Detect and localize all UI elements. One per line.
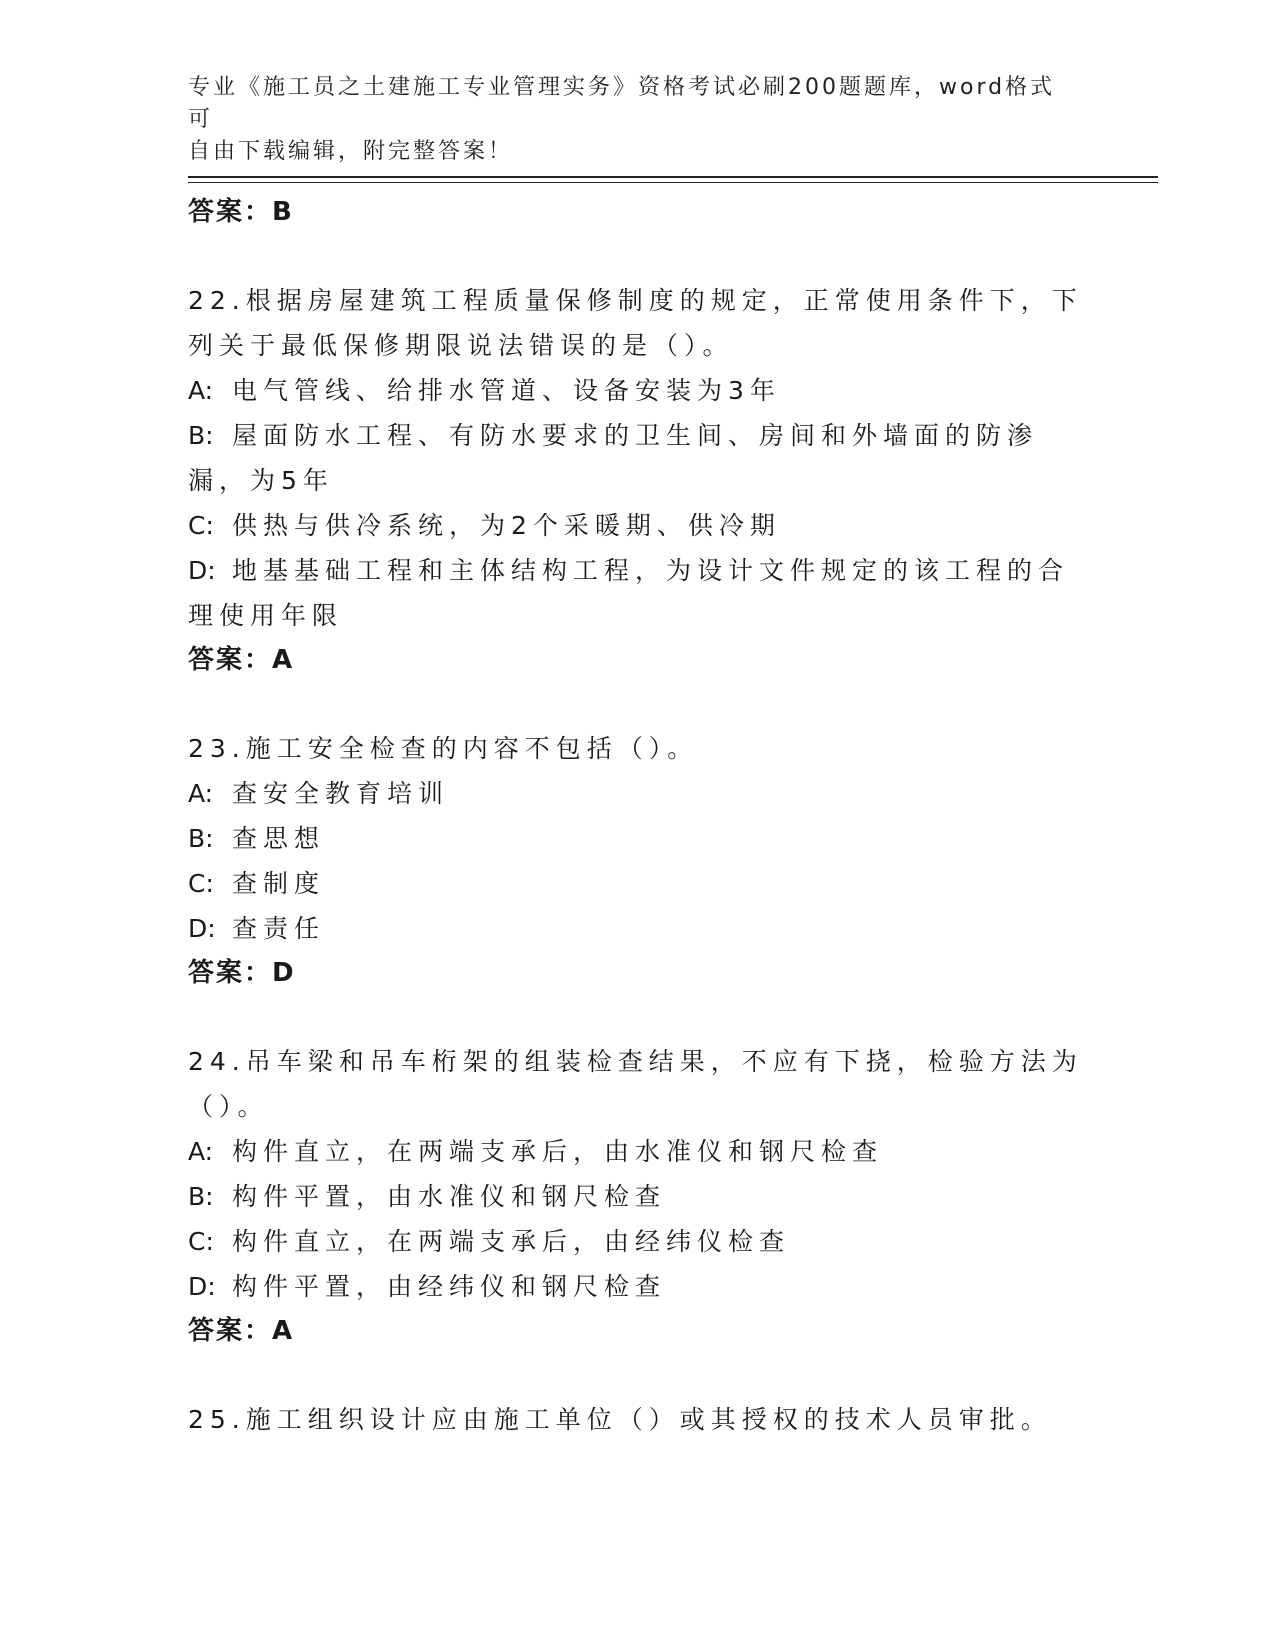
- option-letter: B:: [188, 824, 214, 853]
- question-block: [188, 726, 1088, 995]
- question-stem: 24.吊车梁和吊车桁架的组装检查结果，不应有下挠，检验方法为（）。: [188, 1047, 1083, 1121]
- question-answer: 答案：A: [188, 645, 295, 675]
- option-d: [188, 1264, 1088, 1309]
- option-text: 电气管线、给排水管道、设备安装为3年: [232, 376, 781, 405]
- option-text: 构件平置，由水准仪和钢尺检查: [232, 1182, 667, 1211]
- previous-answer: 答案：B: [188, 197, 294, 227]
- option-text: 地基基础工程和主体结构工程，为设计文件规定的该工程的合理使用年限: [188, 556, 1070, 630]
- option-b: [188, 816, 1088, 861]
- option-letter: D:: [188, 1272, 216, 1301]
- option-letter: C:: [188, 1227, 214, 1256]
- option-letter: B:: [188, 1182, 214, 1211]
- option-text: 查思想: [232, 824, 326, 853]
- spacer: [188, 234, 1088, 278]
- header-line-1: 专业《施工员之土建施工专业管理实务》资格考试必刷200题题库，word格式可: [188, 75, 1056, 132]
- question-stem: 23.施工安全检查的内容不包括（）。: [188, 734, 699, 763]
- header-divider-thick: [188, 176, 1158, 178]
- question-block: [188, 1039, 1088, 1353]
- option-a: [188, 368, 1088, 413]
- question-answer: 答案：A: [188, 1316, 295, 1346]
- option-letter: A:: [188, 779, 214, 808]
- spacer: [188, 1353, 1088, 1397]
- option-letter: D:: [188, 914, 216, 943]
- option-text: 屋面防水工程、有防水要求的卫生间、房间和外墙面的防渗漏，为5年: [188, 421, 1039, 495]
- option-letter: D:: [188, 556, 216, 585]
- option-letter: A:: [188, 376, 214, 405]
- question-answer: 答案：D: [188, 958, 296, 988]
- option-letter: C:: [188, 511, 214, 540]
- option-a: [188, 771, 1088, 816]
- document-body: [188, 190, 1088, 1442]
- header-divider-thin: [188, 182, 1158, 183]
- question-block: [188, 278, 1088, 682]
- option-c: [188, 861, 1088, 906]
- option-text: 构件平置，由经纬仪和钢尺检查: [232, 1272, 667, 1301]
- question-stem: 22.根据房屋建筑工程质量保修制度的规定，正常使用条件下，下列关于最低保修期限说法错误的是（）。: [188, 286, 1083, 360]
- option-c: [188, 1219, 1088, 1264]
- option-letter: B:: [188, 421, 214, 450]
- option-b: [188, 413, 1088, 503]
- option-a: [188, 1129, 1088, 1174]
- option-text: 构件直立，在两端支承后，由经纬仪检查: [232, 1227, 791, 1256]
- page-header: [188, 72, 1068, 168]
- option-d: [188, 906, 1088, 951]
- option-text: 供热与供冷系统，为2个采暖期、供冷期: [232, 511, 781, 540]
- question-block: [188, 1397, 1088, 1442]
- option-c: [188, 503, 1088, 548]
- question-stem: 25.施工组织设计应由施工单位（）或其授权的技术人员审批。: [188, 1405, 1052, 1434]
- option-letter: A:: [188, 1137, 214, 1166]
- option-text: 查责任: [232, 914, 326, 943]
- option-d: [188, 548, 1088, 638]
- header-line-2: 自由下载编辑，附完整答案！: [188, 139, 514, 164]
- option-b: [188, 1174, 1088, 1219]
- option-text: 查制度: [232, 869, 326, 898]
- spacer: [188, 682, 1088, 726]
- option-text: 构件直立，在两端支承后，由水准仪和钢尺检查: [232, 1137, 884, 1166]
- spacer: [188, 995, 1088, 1039]
- option-text: 查安全教育培训: [232, 779, 450, 808]
- option-letter: C:: [188, 869, 214, 898]
